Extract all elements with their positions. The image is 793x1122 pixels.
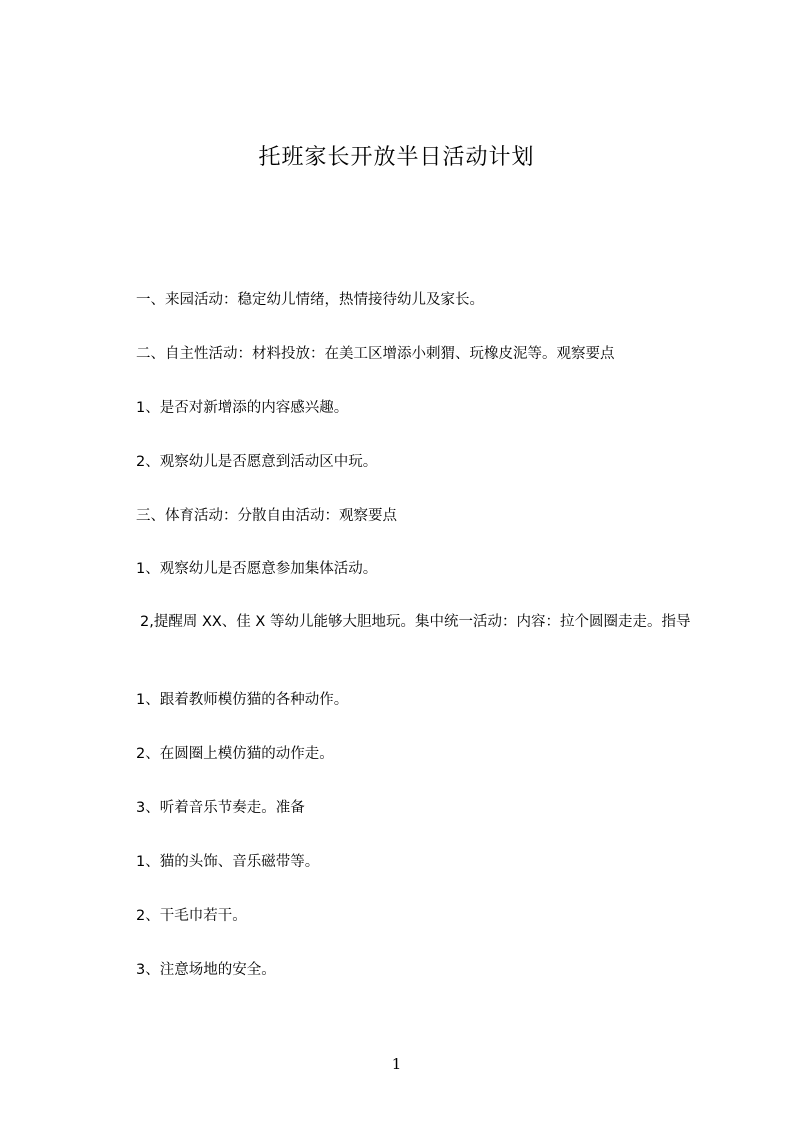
paragraph-arrival-activity: 一、来园活动：稳定幼儿情绪，热情接待幼儿及家长。 — [136, 292, 484, 308]
paragraph-preparation-2: 2、干毛巾若干。 — [136, 908, 247, 924]
page-number: 1 — [391, 1055, 402, 1073]
document-title: 托班家长开放半日活动计划 — [258, 145, 535, 170]
paragraph-observation-point-2: 2、观察幼儿是否愿意到活动区中玩。 — [136, 454, 378, 470]
paragraph-self-directed-activity: 二、自主性活动：材料投放：在美工区增添小刺猬、玩橡皮泥等。观察要点 — [136, 346, 615, 362]
paragraph-guidance-3: 3、听着音乐节奏走。准备 — [136, 800, 305, 816]
paragraph-preparation-3: 3、注意场地的安全。 — [136, 962, 276, 978]
paragraph-observation-point-1: 1、是否对新增添的内容感兴趣。 — [136, 400, 349, 416]
paragraph-guidance-1: 1、跟着教师模仿猫的各种动作。 — [136, 692, 349, 708]
paragraph-sports-observation-2: 2,提醒周 XX、佳 X 等幼儿能够大胆地玩。集中统一活动：内容：拉个圆圈走走。指导 — [140, 614, 691, 630]
paragraph-sports-activity: 三、体育活动：分散自由活动：观察要点 — [136, 508, 397, 524]
paragraph-guidance-2: 2、在圆圈上模仿猫的动作走。 — [136, 746, 334, 762]
paragraph-preparation-1: 1、猫的头饰、音乐磁带等。 — [136, 854, 320, 870]
paragraph-sports-observation-1: 1、观察幼儿是否愿意参加集体活动。 — [136, 561, 378, 577]
